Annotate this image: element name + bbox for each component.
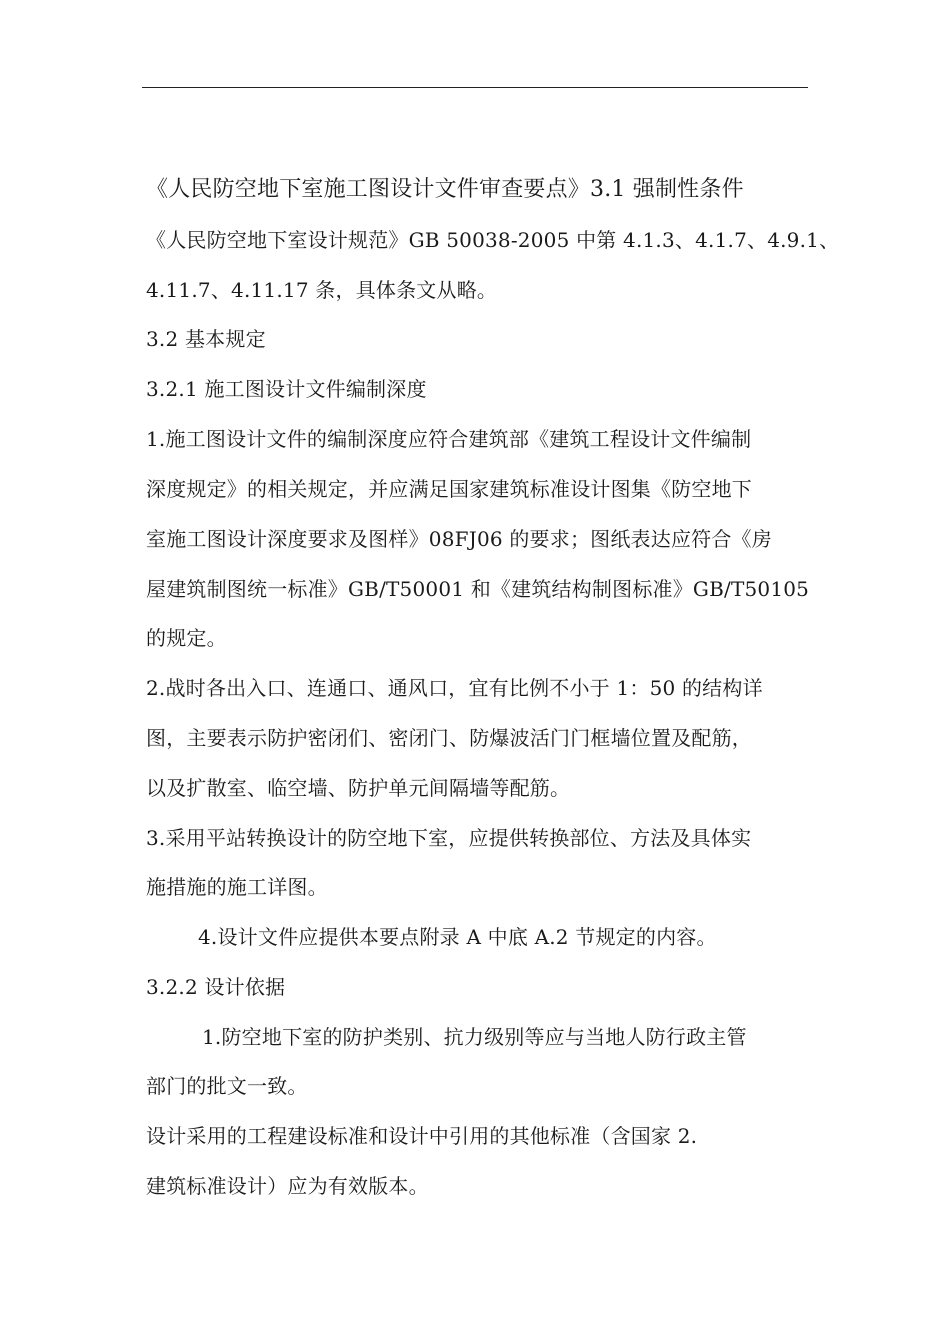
text-line: 3.采用平站转换设计的防空地下室，应提供转换部位、方法及具体实	[146, 826, 752, 850]
text-line: 4.设计文件应提供本要点附录 A 中底 A.2 节规定的内容。	[198, 925, 717, 949]
header-rule	[142, 87, 808, 88]
text-line: 设计采用的工程建设标准和设计中引用的其他标准（含国家 2.	[146, 1124, 698, 1148]
text-line: 图，主要表示防护密闭们、密闭门、防爆波活门门框墙位置及配筋，	[146, 726, 752, 750]
text-line: 室施工图设计深度要求及图样》08FJ06 的要求；图纸表达应符合《房	[146, 527, 772, 551]
subsection-heading: 3.2.1 施工图设计文件编制深度	[146, 377, 427, 401]
text-line: 施措施的施工详图。	[146, 875, 328, 899]
text-line: 建筑标准设计）应为有效版本。	[146, 1174, 429, 1198]
text-line: 《人民防空地下室施工图设计文件审查要点》3.1 强制性条件	[146, 177, 744, 202]
text-line: 4.11.7、4.11.17 条，具体条文从略。	[146, 278, 498, 302]
subsection-heading: 3.2.2 设计依据	[146, 975, 286, 999]
text-line: 以及扩散室、临空墙、防护单元间隔墙等配筋。	[146, 776, 571, 800]
text-line: 屋建筑制图统一标准》GB/T50001 和《建筑结构制图标准》GB/T50105	[146, 577, 810, 601]
section-heading: 3.2 基本规定	[146, 327, 266, 351]
text-line: 1.防空地下室的防护类别、抗力级别等应与当地人防行政主管	[202, 1025, 747, 1049]
text-line: 深度规定》的相关规定，并应满足国家建筑标准设计图集《防空地下	[146, 477, 752, 501]
text-line: 部门的批文一致。	[146, 1074, 308, 1098]
text-line: 《人民防空地下室设计规范》GB 50038-2005 中第 4.1.3、4.1.7、4.9.1、	[146, 228, 840, 252]
text-line: 的规定。	[146, 626, 227, 650]
text-line: 1.施工图设计文件的编制深度应符合建筑部《建筑工程设计文件编制	[146, 427, 752, 451]
text-line: 2.战时各出入口、连通口、通风口，宜有比例不小于 1：50 的结构详	[146, 676, 763, 700]
